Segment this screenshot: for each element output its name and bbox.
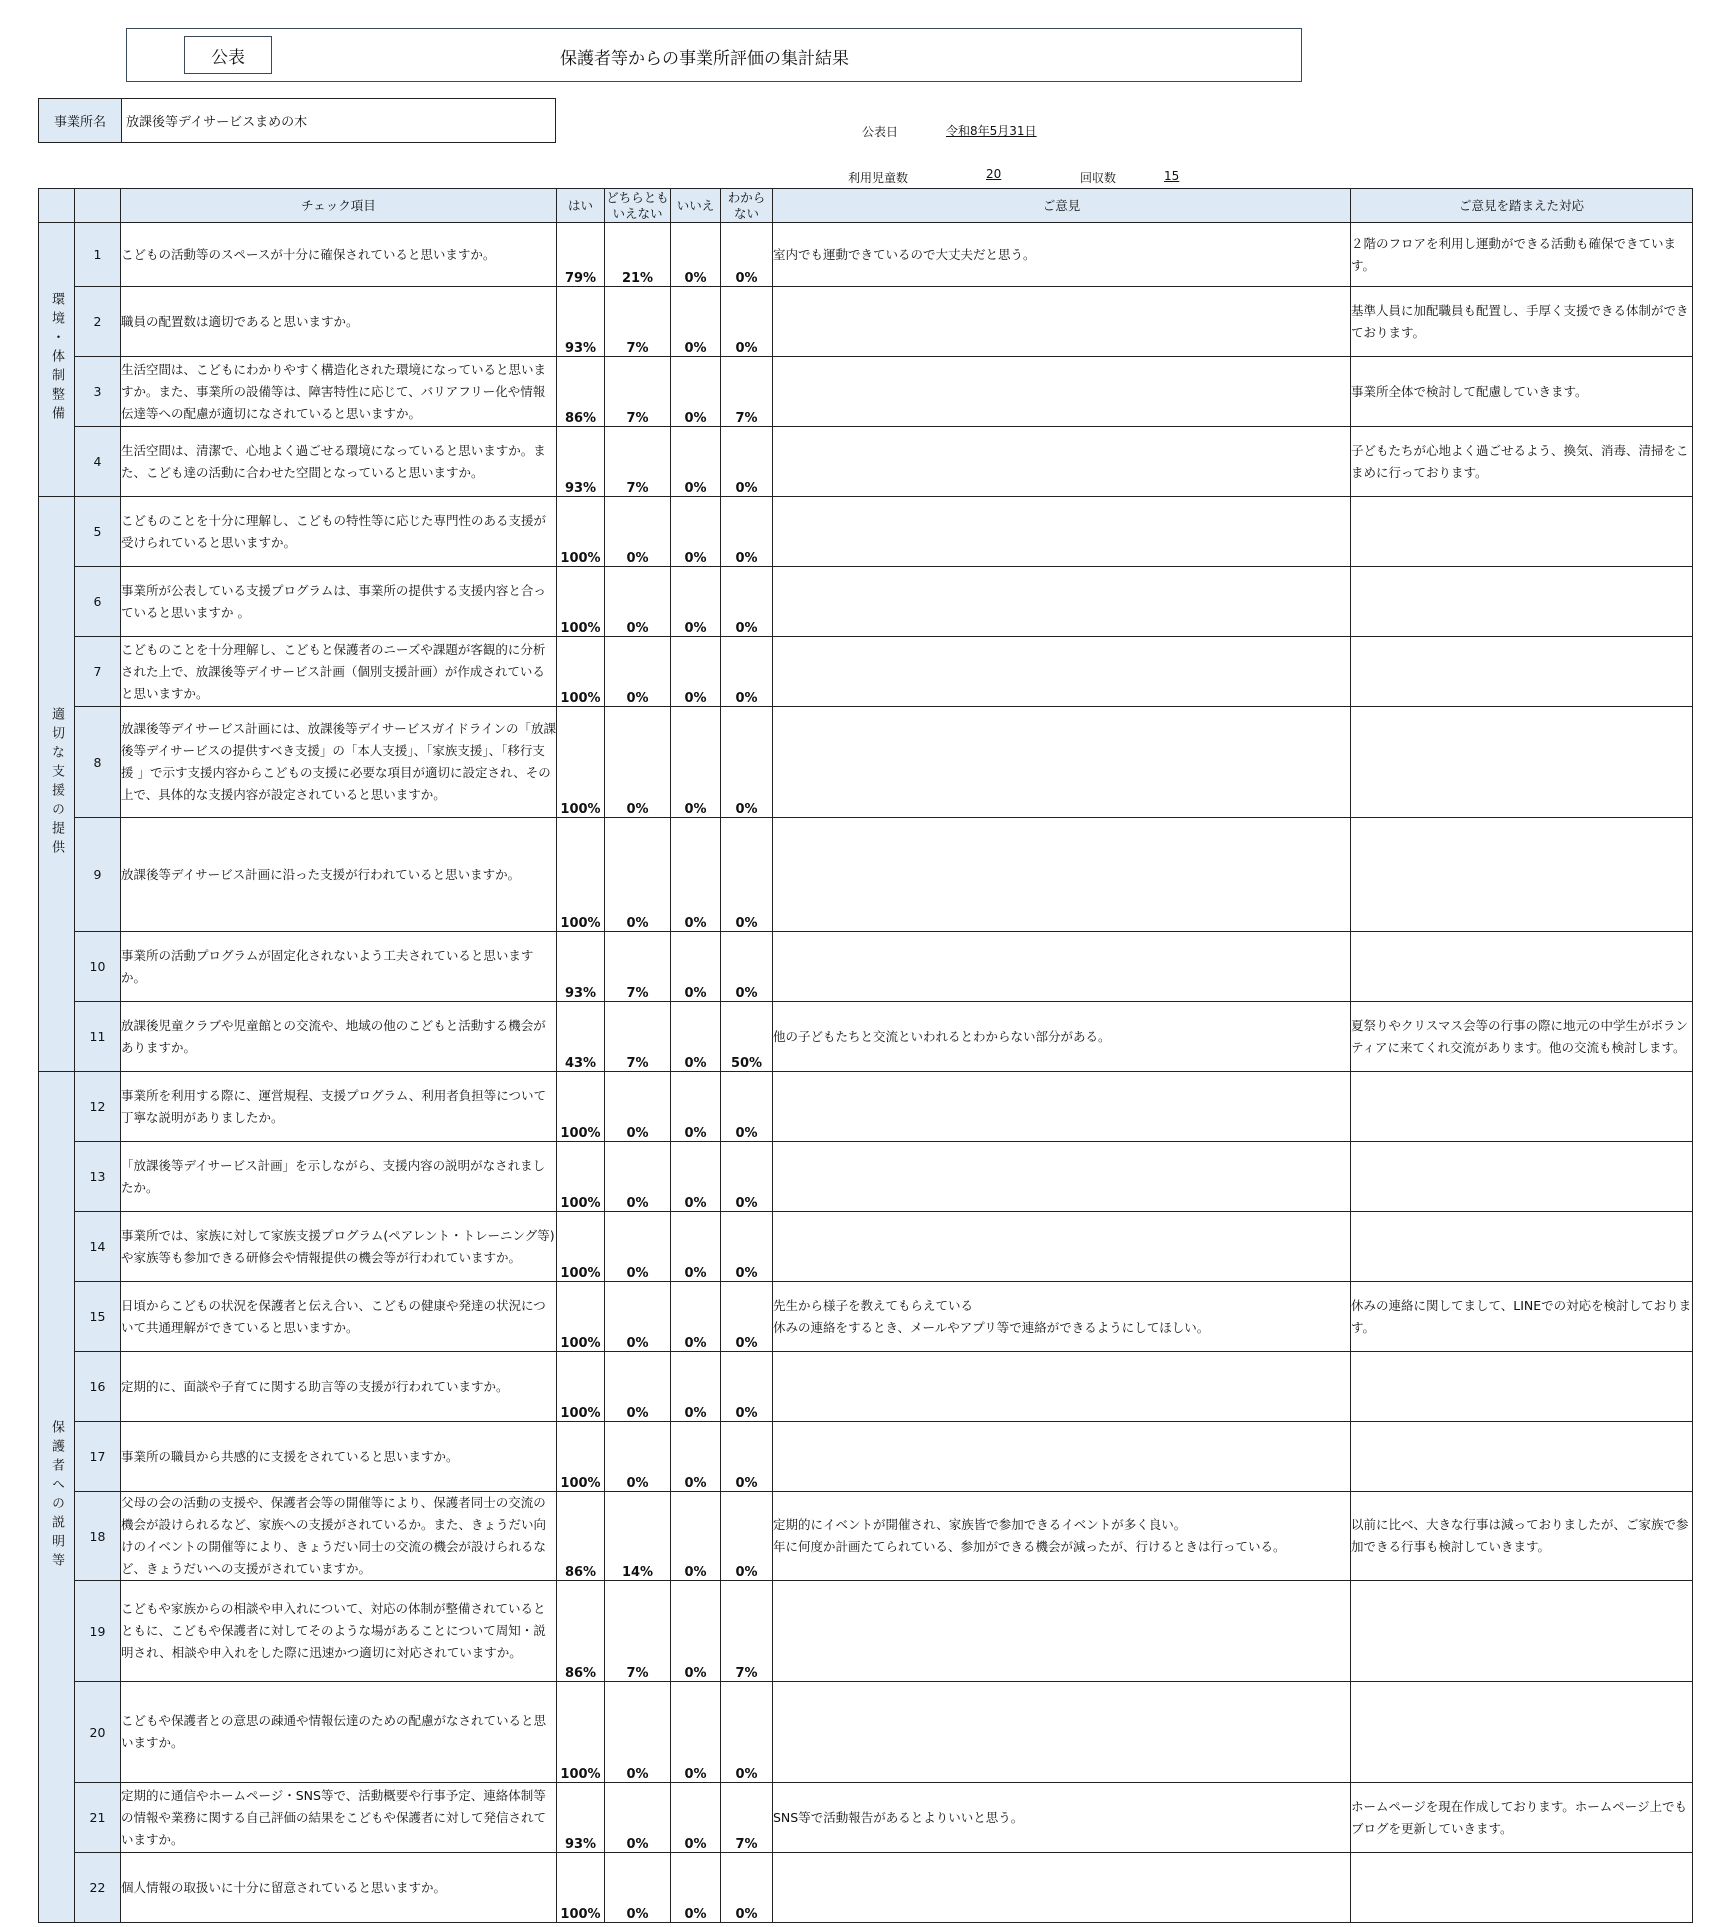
item-number: 11 bbox=[75, 1002, 121, 1072]
opinion-text bbox=[773, 818, 1351, 932]
office-name: 放課後等デイサービスまめの木 bbox=[126, 115, 308, 130]
opinion-text bbox=[773, 1352, 1351, 1422]
yes-percent: 100% bbox=[557, 707, 605, 818]
table-body bbox=[39, 223, 1693, 1923]
item-number: 14 bbox=[75, 1212, 121, 1282]
neutral-percent: 0% bbox=[605, 1682, 671, 1783]
opinion-text bbox=[773, 567, 1351, 637]
opinion-text bbox=[773, 1422, 1351, 1492]
no-percent: 0% bbox=[671, 1853, 721, 1923]
opinion-text bbox=[773, 1581, 1351, 1682]
neutral-percent: 0% bbox=[605, 707, 671, 818]
response-text: 休みの連絡に関してまして、LINEでの対応を検討しております。 bbox=[1351, 1282, 1693, 1352]
office-label: 事業所名 bbox=[39, 99, 122, 142]
evaluation-table bbox=[38, 188, 1693, 1923]
neutral-percent: 21% bbox=[605, 223, 671, 287]
header-category bbox=[39, 189, 75, 223]
check-item-text: 事業所では、家族に対して家族支援プログラム(ペアレント・トレーニング等)や家族等も参加できる研修会や情報提供の機会等が行われていますか。 bbox=[121, 1212, 557, 1282]
header-neutral: どちらとも いえない bbox=[606, 189, 669, 221]
check-item-text: 事業所を利用する際に、運営規程、支援プログラム、利用者負担等について丁寧な説明がありましたか。 bbox=[121, 1072, 557, 1142]
table-row bbox=[39, 932, 1693, 1002]
response-text: ２階のフロアを利用し運動ができる活動も確保できています。 bbox=[1351, 223, 1693, 287]
unknown-percent: 0% bbox=[721, 818, 773, 932]
no-percent: 0% bbox=[671, 1002, 721, 1072]
neutral-percent: 0% bbox=[605, 1422, 671, 1492]
response-text bbox=[1351, 1142, 1693, 1212]
opinion-text bbox=[773, 1853, 1351, 1923]
header-response: ご意見を踏まえた対応 bbox=[1351, 189, 1693, 223]
unknown-percent: 0% bbox=[721, 1422, 773, 1492]
neutral-percent: 0% bbox=[605, 818, 671, 932]
opinion-text bbox=[773, 1682, 1351, 1783]
no-percent: 0% bbox=[671, 1783, 721, 1853]
yes-percent: 93% bbox=[557, 932, 605, 1002]
table-row bbox=[39, 1581, 1693, 1682]
unknown-percent: 7% bbox=[721, 1581, 773, 1682]
table-row bbox=[39, 1682, 1693, 1783]
yes-percent: 100% bbox=[557, 1422, 605, 1492]
yes-percent: 93% bbox=[557, 287, 605, 357]
check-item-text: 放課後等デイサービス計画に沿った支援が行われていると思いますか。 bbox=[121, 818, 557, 932]
yes-percent: 79% bbox=[557, 223, 605, 287]
no-percent: 0% bbox=[671, 818, 721, 932]
no-percent: 0% bbox=[671, 567, 721, 637]
response-text bbox=[1351, 818, 1693, 932]
neutral-percent: 7% bbox=[605, 932, 671, 1002]
response-text bbox=[1351, 1352, 1693, 1422]
opinion-text bbox=[773, 1142, 1351, 1212]
no-percent: 0% bbox=[671, 357, 721, 427]
page-title: 保護者等からの事業所評価の集計結果 bbox=[560, 49, 849, 69]
unknown-percent: 0% bbox=[721, 567, 773, 637]
unknown-percent: 50% bbox=[721, 1002, 773, 1072]
item-number: 16 bbox=[75, 1352, 121, 1422]
yes-percent: 100% bbox=[557, 637, 605, 707]
table-row bbox=[39, 1212, 1693, 1282]
item-number: 15 bbox=[75, 1282, 121, 1352]
item-number: 5 bbox=[75, 497, 121, 567]
neutral-percent: 7% bbox=[605, 1581, 671, 1682]
unknown-percent: 0% bbox=[721, 223, 773, 287]
yes-percent: 43% bbox=[557, 1002, 605, 1072]
opinion-text bbox=[773, 707, 1351, 818]
header-number bbox=[75, 189, 121, 223]
item-number: 6 bbox=[75, 567, 121, 637]
no-percent: 0% bbox=[671, 427, 721, 497]
check-item-text: 父母の会の活動の支援や、保護者会等の開催等により、保護者同士の交流の機会が設けられるなど、家族への支援がされているか。また、きょうだい向けのイベントの開催等により、きょうだい同士の交流の機会が設けられるなど、きょうだいへの支援がされていますか。 bbox=[121, 1492, 557, 1581]
unknown-percent: 0% bbox=[721, 287, 773, 357]
no-percent: 0% bbox=[671, 1492, 721, 1581]
neutral-percent: 14% bbox=[605, 1492, 671, 1581]
table-row bbox=[39, 357, 1693, 427]
table-row bbox=[39, 1492, 1693, 1581]
item-number: 21 bbox=[75, 1783, 121, 1853]
unknown-percent: 0% bbox=[721, 1282, 773, 1352]
yes-percent: 100% bbox=[557, 1853, 605, 1923]
table-row bbox=[39, 223, 1693, 287]
item-number: 7 bbox=[75, 637, 121, 707]
category-label: 適切な支援の提供 bbox=[49, 706, 64, 859]
opinion-text: SNS等で活動報告があるとよりいいと思う。 bbox=[773, 1783, 1351, 1853]
opinion-text: 他の子どもたちと交流といわれるとわからない部分がある。 bbox=[773, 1002, 1351, 1072]
yes-percent: 100% bbox=[557, 1072, 605, 1142]
check-item-text: こどものことを十分理解し、こどもと保護者のニーズや課題が客観的に分析された上で、放課後等デイサービス計画（個別支援計画）が作成されていると思いますか。 bbox=[121, 637, 557, 707]
check-item-text: 定期的に、面談や子育てに関する助言等の支援が行われていますか。 bbox=[121, 1352, 557, 1422]
opinion-text bbox=[773, 287, 1351, 357]
no-percent: 0% bbox=[671, 707, 721, 818]
yes-percent: 93% bbox=[557, 1783, 605, 1853]
returns-count-label: 回収数 bbox=[1080, 171, 1117, 185]
neutral-percent: 0% bbox=[605, 637, 671, 707]
check-item-text: 放課後等デイサービス計画には、放課後等デイサービスガイドラインの「放課後等デイサービスの提供すべき支援」の「本人支援」、「家族支援」、「移行支援 」で示す支援内容からこどもの支援に必要な項目が適切に設定され、その上で、具体的な支援内容が設定されていると思いますか。 bbox=[121, 707, 557, 818]
unknown-percent: 0% bbox=[721, 1142, 773, 1212]
users-count: 20 bbox=[986, 167, 1002, 181]
item-number: 18 bbox=[75, 1492, 121, 1581]
yes-percent: 100% bbox=[557, 1212, 605, 1282]
response-text bbox=[1351, 637, 1693, 707]
response-text bbox=[1351, 567, 1693, 637]
neutral-percent: 0% bbox=[605, 497, 671, 567]
opinion-text bbox=[773, 1212, 1351, 1282]
table-row bbox=[39, 1352, 1693, 1422]
unknown-percent: 7% bbox=[721, 1783, 773, 1853]
table-row bbox=[39, 637, 1693, 707]
category-cell bbox=[39, 1072, 75, 1923]
neutral-percent: 0% bbox=[605, 1352, 671, 1422]
unknown-percent: 0% bbox=[721, 707, 773, 818]
check-item-text: 事業所の職員から共感的に支援をされていると思いますか。 bbox=[121, 1422, 557, 1492]
table-row bbox=[39, 1142, 1693, 1212]
item-number: 1 bbox=[75, 223, 121, 287]
response-text bbox=[1351, 1853, 1693, 1923]
neutral-percent: 0% bbox=[605, 1282, 671, 1352]
item-number: 22 bbox=[75, 1853, 121, 1923]
table-row bbox=[39, 497, 1693, 567]
response-text: ホームページを現在作成しております。ホームページ上でもブログを更新していきます。 bbox=[1351, 1783, 1693, 1853]
table-row bbox=[39, 427, 1693, 497]
opinion-text: 定期的にイベントが開催され、家族皆で参加できるイベントが多く良い。 年に何度か計画たてられている、参加ができる機会が減ったが、行けるときは行っている。 bbox=[773, 1492, 1351, 1581]
response-text: 子どもたちが心地よく過ごせるよう、換気、消毒、清掃をこまめに行っております。 bbox=[1351, 427, 1693, 497]
neutral-percent: 0% bbox=[605, 567, 671, 637]
unknown-percent: 0% bbox=[721, 1853, 773, 1923]
response-text: 以前に比べ、大きな行事は減っておりましたが、ご家族で参加できる行事も検討していきます。 bbox=[1351, 1492, 1693, 1581]
opinion-text bbox=[773, 427, 1351, 497]
unknown-percent: 0% bbox=[721, 1352, 773, 1422]
check-item-text: 事業所の活動プログラムが固定化されないよう工夫されていると思いますか。 bbox=[121, 932, 557, 1002]
opinion-text bbox=[773, 357, 1351, 427]
office-name-box bbox=[38, 98, 556, 143]
check-item-text: 個人情報の取扱いに十分に留意されていると思いますか。 bbox=[121, 1853, 557, 1923]
no-percent: 0% bbox=[671, 497, 721, 567]
header-yes: はい bbox=[557, 189, 605, 223]
public-badge: 公表 bbox=[184, 36, 272, 74]
response-text bbox=[1351, 1581, 1693, 1682]
no-percent: 0% bbox=[671, 1581, 721, 1682]
item-number: 13 bbox=[75, 1142, 121, 1212]
returns-count: 15 bbox=[1164, 169, 1180, 183]
yes-percent: 100% bbox=[557, 1282, 605, 1352]
table-row bbox=[39, 1853, 1693, 1923]
neutral-percent: 0% bbox=[605, 1853, 671, 1923]
check-item-text: 「放課後等デイサービス計画」を示しながら、支援内容の説明がなされましたか。 bbox=[121, 1142, 557, 1212]
yes-percent: 100% bbox=[557, 818, 605, 932]
check-item-text: こどもの活動等のスペースが十分に確保されていると思いますか。 bbox=[121, 223, 557, 287]
header-unknown: わから ない bbox=[721, 189, 773, 223]
table-row bbox=[39, 1002, 1693, 1072]
table-row bbox=[39, 287, 1693, 357]
neutral-percent: 7% bbox=[605, 427, 671, 497]
unknown-percent: 0% bbox=[721, 1212, 773, 1282]
check-item-text: 生活空間は、清潔で、心地よく過ごせる環境になっていると思いますか。また、こども達の活動に合わせた空間となっていると思いますか。 bbox=[121, 427, 557, 497]
response-text bbox=[1351, 1212, 1693, 1282]
category-label: 環境・体制整備 bbox=[49, 291, 64, 425]
opinion-text bbox=[773, 637, 1351, 707]
item-number: 2 bbox=[75, 287, 121, 357]
no-percent: 0% bbox=[671, 1212, 721, 1282]
neutral-percent: 0% bbox=[605, 1212, 671, 1282]
unknown-percent: 0% bbox=[721, 427, 773, 497]
header-check-item: チェック項目 bbox=[121, 189, 557, 223]
no-percent: 0% bbox=[671, 637, 721, 707]
response-text bbox=[1351, 932, 1693, 1002]
unknown-percent: 0% bbox=[721, 932, 773, 1002]
neutral-percent: 0% bbox=[605, 1142, 671, 1212]
opinion-text: 先生から様子を教えてもらえている 休みの連絡をするとき、メールやアプリ等で連絡ができるようにしてほしい。 bbox=[773, 1282, 1351, 1352]
table-row bbox=[39, 1783, 1693, 1853]
no-percent: 0% bbox=[671, 1422, 721, 1492]
yes-percent: 86% bbox=[557, 1492, 605, 1581]
neutral-percent: 7% bbox=[605, 1002, 671, 1072]
yes-percent: 100% bbox=[557, 1142, 605, 1212]
opinion-text bbox=[773, 932, 1351, 1002]
check-item-text: こどもや家族からの相談や申入れについて、対応の体制が整備されているとともに、こどもや保護者に対してそのような場があることについて周知・説明され、相談や申入れをした際に迅速かつ適切に対応されていますか。 bbox=[121, 1581, 557, 1682]
unknown-percent: 0% bbox=[721, 497, 773, 567]
no-percent: 0% bbox=[671, 223, 721, 287]
table-row bbox=[39, 1422, 1693, 1492]
table-row bbox=[39, 707, 1693, 818]
yes-percent: 100% bbox=[557, 567, 605, 637]
neutral-percent: 7% bbox=[605, 287, 671, 357]
no-percent: 0% bbox=[671, 932, 721, 1002]
check-item-text: 定期的に通信やホームページ・SNS等で、活動概要や行事予定、連絡体制等の情報や業務に関する自己評価の結果をこどもや保護者に対して発信されていますか。 bbox=[121, 1783, 557, 1853]
check-item-text: こどもや保護者との意思の疎通や情報伝達のための配慮がなされていると思いますか。 bbox=[121, 1682, 557, 1783]
response-text: 基準人員に加配職員も配置し、手厚く支援できる体制ができております。 bbox=[1351, 287, 1693, 357]
table-row bbox=[39, 818, 1693, 932]
response-text bbox=[1351, 707, 1693, 818]
check-item-text: 放課後児童クラブや児童館との交流や、地域の他のこどもと活動する機会がありますか。 bbox=[121, 1002, 557, 1072]
yes-percent: 100% bbox=[557, 1352, 605, 1422]
category-label: 保護者への説明等 bbox=[49, 1419, 64, 1572]
publication-date: 令和8年5月31日 bbox=[946, 124, 1037, 138]
table-header-row bbox=[39, 189, 1693, 223]
yes-percent: 93% bbox=[557, 427, 605, 497]
item-number: 17 bbox=[75, 1422, 121, 1492]
item-number: 10 bbox=[75, 932, 121, 1002]
category-cell bbox=[39, 497, 75, 1072]
table-row bbox=[39, 1072, 1693, 1142]
unknown-percent: 7% bbox=[721, 357, 773, 427]
yes-percent: 100% bbox=[557, 1682, 605, 1783]
no-percent: 0% bbox=[671, 1142, 721, 1212]
response-text: 事業所全体で検討して配慮していきます。 bbox=[1351, 357, 1693, 427]
check-item-text: 事業所が公表している支援プログラムは、事業所の提供する支援内容と合っていると思いますか 。 bbox=[121, 567, 557, 637]
item-number: 12 bbox=[75, 1072, 121, 1142]
response-text bbox=[1351, 497, 1693, 567]
header-opinion: ご意見 bbox=[773, 189, 1351, 223]
yes-percent: 86% bbox=[557, 1581, 605, 1682]
check-item-text: 職員の配置数は適切であると思いますか。 bbox=[121, 287, 557, 357]
response-text: 夏祭りやクリスマス会等の行事の際に地元の中学生がボランティアに来てくれ交流があります。他の交流も検討します。 bbox=[1351, 1002, 1693, 1072]
no-percent: 0% bbox=[671, 1282, 721, 1352]
check-item-text: こどものことを十分に理解し、こどもの特性等に応じた専門性のある支援が受けられていると思いますか。 bbox=[121, 497, 557, 567]
item-number: 4 bbox=[75, 427, 121, 497]
table-row bbox=[39, 1282, 1693, 1352]
item-number: 20 bbox=[75, 1682, 121, 1783]
no-percent: 0% bbox=[671, 1072, 721, 1142]
item-number: 8 bbox=[75, 707, 121, 818]
neutral-percent: 0% bbox=[605, 1072, 671, 1142]
check-item-text: 生活空間は、こどもにわかりやすく構造化された環境になっていると思いますか。また、事業所の設備等は、障害特性に応じて、バリアフリー化や情報伝達等への配慮が適切になされていると思いますか。 bbox=[121, 357, 557, 427]
opinion-text: 室内でも運動できているので大丈夫だと思う。 bbox=[773, 223, 1351, 287]
no-percent: 0% bbox=[671, 1682, 721, 1783]
unknown-percent: 0% bbox=[721, 1492, 773, 1581]
response-text bbox=[1351, 1422, 1693, 1492]
unknown-percent: 0% bbox=[721, 637, 773, 707]
users-count-label: 利用児童数 bbox=[848, 171, 909, 185]
yes-percent: 86% bbox=[557, 357, 605, 427]
opinion-text bbox=[773, 1072, 1351, 1142]
unknown-percent: 0% bbox=[721, 1072, 773, 1142]
yes-percent: 100% bbox=[557, 497, 605, 567]
unknown-percent: 0% bbox=[721, 1682, 773, 1783]
neutral-percent: 7% bbox=[605, 357, 671, 427]
category-cell bbox=[39, 223, 75, 497]
publication-date-label: 公表日 bbox=[862, 125, 899, 139]
neutral-percent: 0% bbox=[605, 1783, 671, 1853]
item-number: 9 bbox=[75, 818, 121, 932]
check-item-text: 日頃からこどもの状況を保護者と伝え合い、こどもの健康や発達の状況について共通理解ができていると思いますか。 bbox=[121, 1282, 557, 1352]
response-text bbox=[1351, 1682, 1693, 1783]
header-no: いいえ bbox=[671, 189, 721, 223]
response-text bbox=[1351, 1072, 1693, 1142]
opinion-text bbox=[773, 497, 1351, 567]
item-number: 19 bbox=[75, 1581, 121, 1682]
table-row bbox=[39, 567, 1693, 637]
no-percent: 0% bbox=[671, 287, 721, 357]
no-percent: 0% bbox=[671, 1352, 721, 1422]
item-number: 3 bbox=[75, 357, 121, 427]
